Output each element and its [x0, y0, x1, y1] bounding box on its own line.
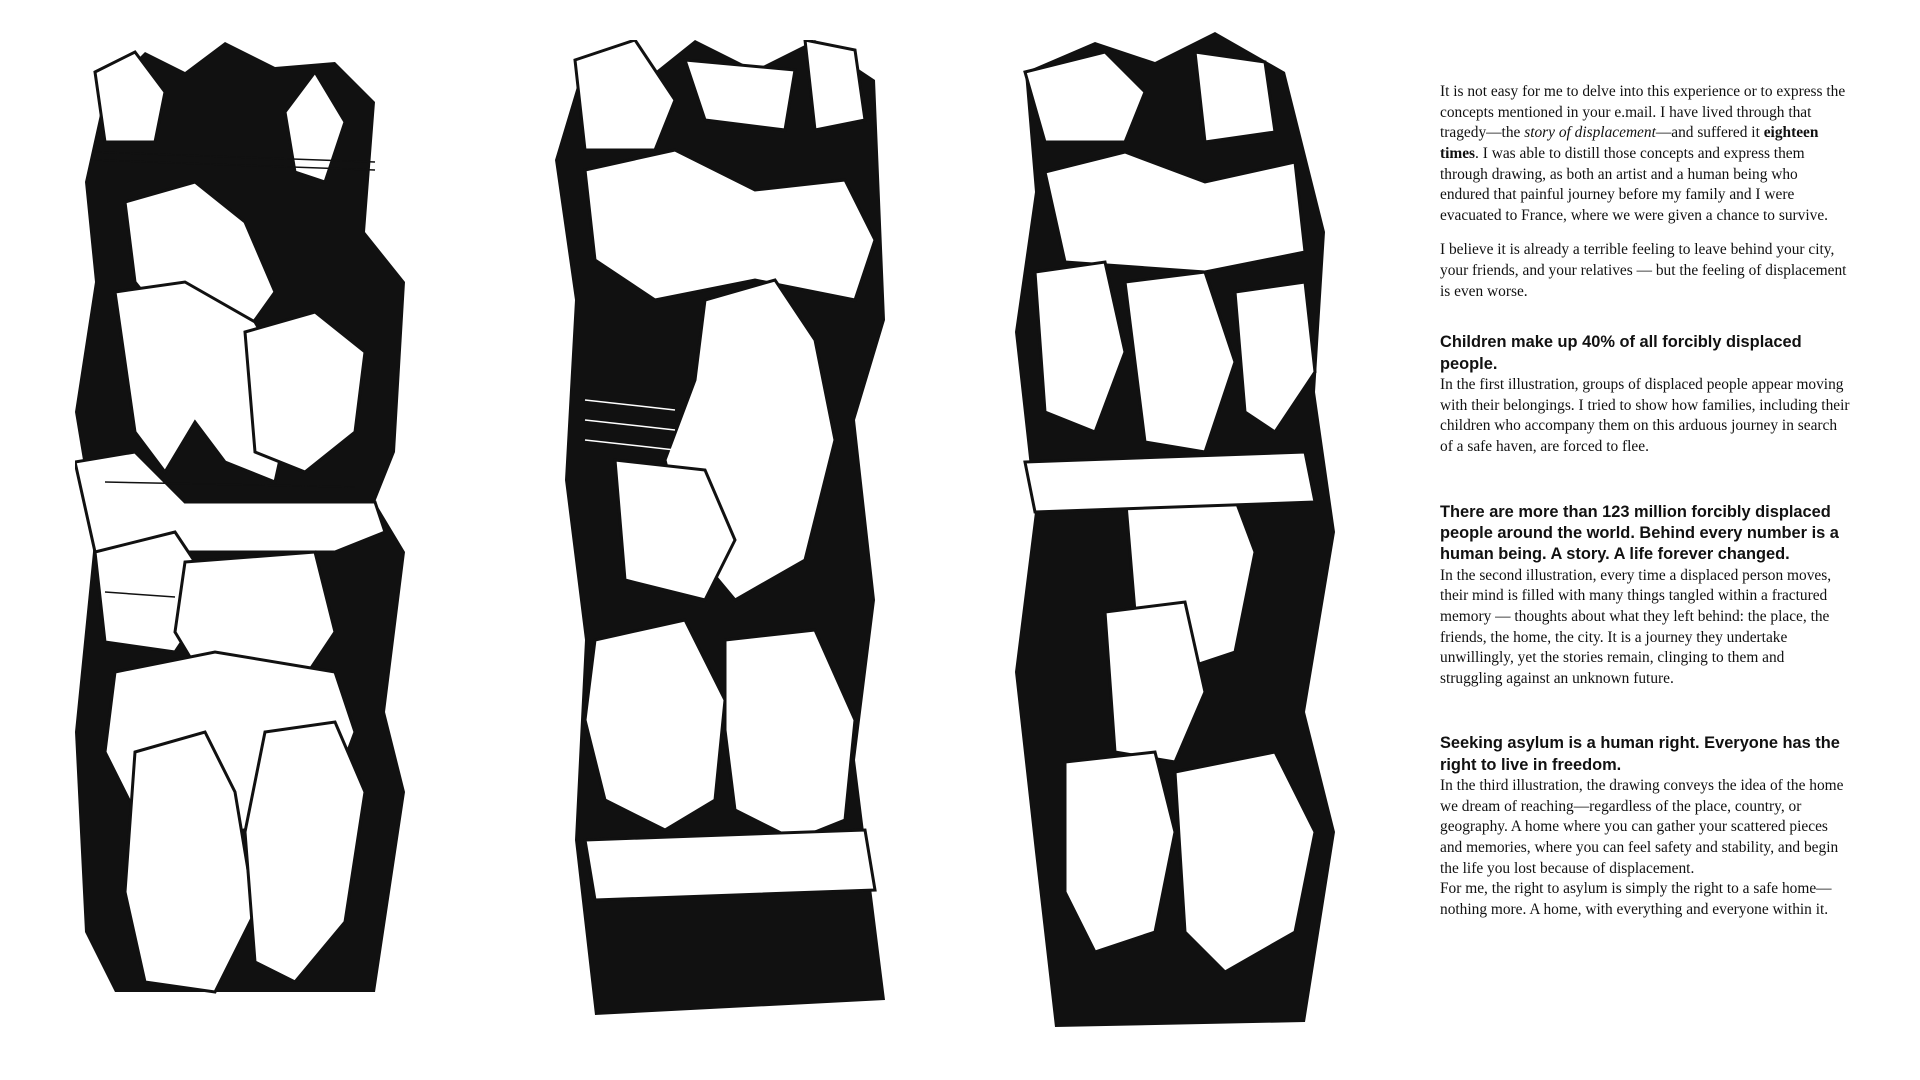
- intro-paragraph-1: [1440, 82, 1850, 226]
- section-body: In the first illustration, groups of displaced people appear moving with their belongings. I tried to show how families, including their children who accompany them on this arduous journey in search of a safe haven, are forced to flee.: [1440, 376, 1850, 455]
- ink-illustration-displaced-families-icon: [75, 32, 447, 1032]
- section-asylum: [1440, 733, 1850, 920]
- intro-strong: eighteen times: [1440, 124, 1819, 162]
- section-body: In the third illustration, the drawing conveys the idea of the home we dream of reaching—regardless of the place, country, or geography. A home where you can gather your scattered pieces and memories, where you can feel safety and stability, and begin the life you lost because of displacement.: [1440, 777, 1844, 877]
- text-column: [1440, 82, 1850, 921]
- intro-text: It is not easy for me to delve into this experience or to express the concepts mentioned in your e.mail. I have lived through that tragedy—the: [1440, 83, 1846, 142]
- section-123-million: [1440, 502, 1850, 690]
- illustration-1: [75, 32, 447, 1032]
- section-heading: There are more than 123 million forcibly displaced people around the world. Behind every number is a human being. A story. A life forever changed.: [1440, 502, 1839, 564]
- ink-illustration-dream-home-icon: [1005, 32, 1350, 1042]
- section-heading: Children make up 40% of all forcibly displaced people.: [1440, 333, 1802, 373]
- intro-text: —and suffered it: [1655, 124, 1764, 142]
- intro-emphasis: story of displacement: [1524, 124, 1656, 142]
- illustration-2: [555, 40, 900, 1040]
- section-children: [1440, 332, 1850, 457]
- section-body: In the second illustration, every time a displaced person moves, their mind is filled with many things tangled within a fractured memory — thoughts about what they left behind: the place, the friends, the home, the city. It is a journey they undertake unwillingly, yet the stories remain, clinging to them and struggling against an unknown future.: [1440, 566, 1832, 687]
- section-heading: Seeking asylum is a human right. Everyone has the right to live in freedom.: [1440, 734, 1840, 774]
- section-body-2: For me, the right to asylum is simply the right to a safe home—nothing more. A home, with everything and everyone within it.: [1440, 880, 1832, 918]
- ink-illustration-seated-thinker-icon: [555, 40, 900, 1040]
- illustration-3: [1005, 32, 1350, 1042]
- intro-paragraph-2: I believe it is already a terrible feeling to leave behind your city, your friends, and your relatives — but the feeling of displacement is even worse.: [1440, 241, 1847, 300]
- intro-text: . I was able to distill those concepts and express them through drawing, as both an artist and a human being who endured that painful journey before my family and I were evacuated to France, where we were given a chance to survive.: [1440, 144, 1828, 224]
